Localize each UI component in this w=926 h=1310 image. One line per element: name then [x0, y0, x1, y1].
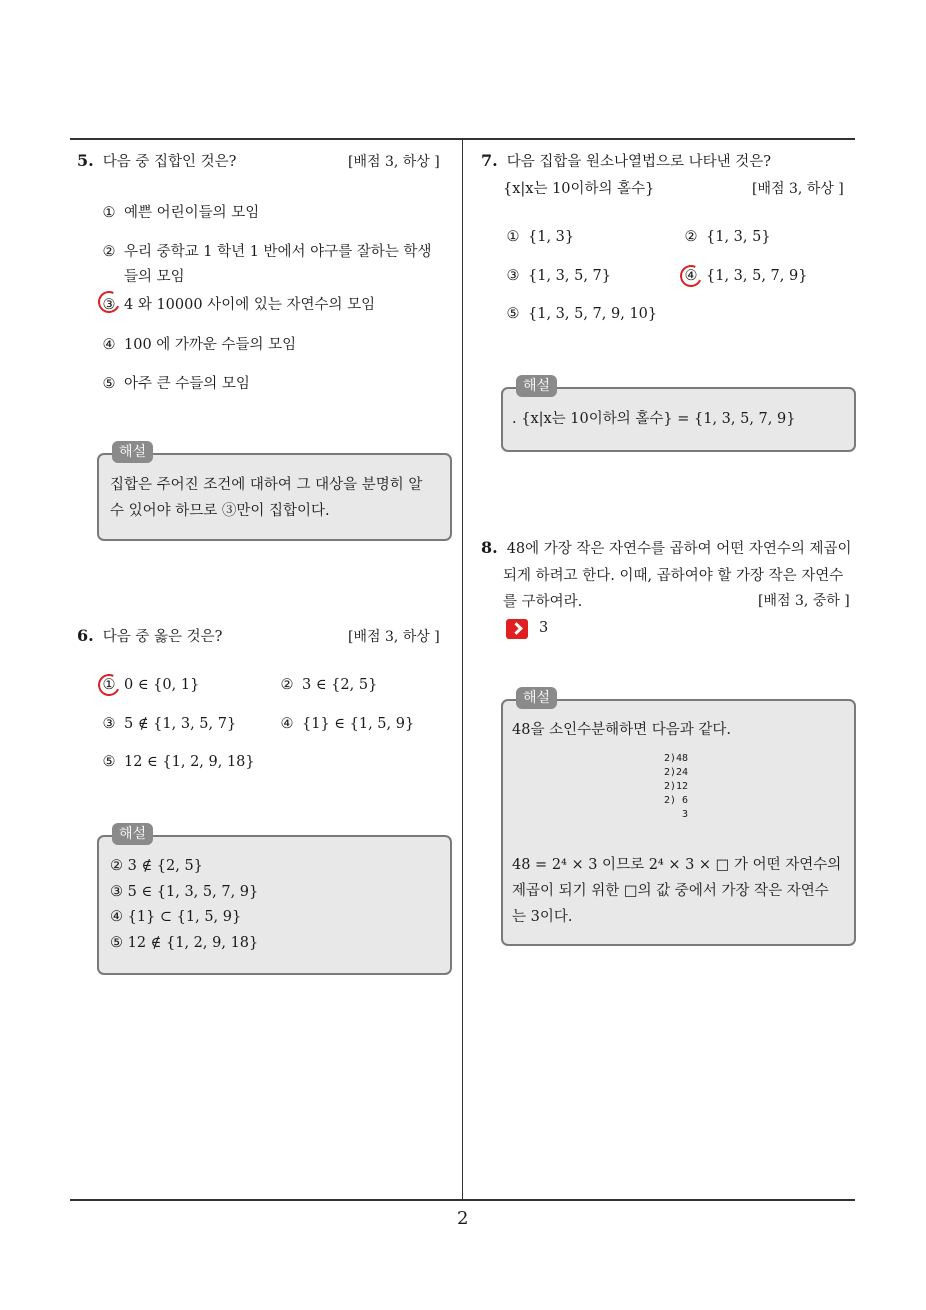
- question-text-line-1: 48에 가장 작은 자연수를 곱하여 어떤 자연수의 제곱이: [506, 541, 852, 557]
- bottom-rule: [70, 1199, 855, 1201]
- choice-mark: ②: [102, 244, 116, 260]
- q7-choice-5[interactable]: [504, 306, 657, 322]
- question-8-header: [481, 537, 852, 558]
- q8-explanation-line-3: 는 3이다.: [512, 909, 573, 925]
- column-divider: [462, 139, 463, 1200]
- q6-choice-3[interactable]: [100, 716, 236, 732]
- choice-mark: ⑤: [102, 754, 116, 770]
- question-text: 다음 집합을 원소나열법으로 나타낸 것은?: [506, 154, 772, 170]
- choice-mark: ③: [102, 297, 116, 313]
- q5-choice-1[interactable]: [100, 201, 259, 222]
- q6-choice-2[interactable]: [278, 677, 377, 693]
- question-7-set: {x|x는 10이하의 홀수}: [503, 181, 655, 197]
- q8-explanation-intro: 48을 소인수분해하면 다음과 같다.: [512, 722, 731, 738]
- question-8-answer: 3: [539, 620, 549, 636]
- explanation-tag: 해설: [516, 687, 557, 709]
- q6-explanation-line-3: ④ {1} ⊂ {1, 5, 9}: [110, 909, 242, 925]
- q5-choice-4[interactable]: [100, 333, 296, 354]
- q6-choice-5[interactable]: [100, 754, 255, 770]
- choice-text: 100 에 가까운 수들의 모임: [124, 337, 297, 353]
- q7-explanation: . {x|x는 10이하의 홀수} = {1, 3, 5, 7, 9}: [512, 411, 796, 427]
- q6-explanation-line-4: ⑤ 12 ∉ {1, 2, 9, 18}: [110, 935, 259, 951]
- q5-choice-5[interactable]: [100, 372, 250, 393]
- q7-choice-3[interactable]: [504, 268, 611, 284]
- choice-mark: ③: [506, 268, 520, 284]
- choice-text: 0 ∈ {0, 1}: [124, 677, 200, 693]
- choice-text: 4 와 10000 사이에 있는 자연수의 모임: [124, 297, 376, 313]
- explanation-tag: 해설: [112, 441, 153, 463]
- choice-text: 5 ∉ {1, 3, 5, 7}: [124, 716, 237, 732]
- question-6-header: [77, 625, 222, 646]
- answer-circle-mark: [677, 262, 705, 290]
- choice-text: {1, 3, 5, 7, 9, 10}: [528, 306, 658, 322]
- answer-circle-mark: [95, 671, 123, 699]
- choice-mark: ①: [102, 205, 116, 221]
- question-8-text-line-3: 를 구하여라.: [503, 594, 583, 610]
- choice-text: {1, 3}: [528, 229, 575, 245]
- choice-mark: ②: [684, 229, 698, 245]
- question-number: 7.: [481, 151, 498, 170]
- question-text: 다음 중 집합인 것은?: [102, 154, 237, 170]
- choice-mark: ⑤: [102, 376, 116, 392]
- choice-text: {1} ∈ {1, 5, 9}: [302, 716, 415, 732]
- question-5-score: [배점 3, 하상 ]: [348, 154, 440, 170]
- question-7-score: [배점 3, 하상 ]: [752, 181, 844, 197]
- choice-text: {1, 3, 5, 7, 9}: [706, 268, 808, 284]
- choice-text: 3 ∈ {2, 5}: [302, 677, 378, 693]
- q5-choice-2[interactable]: [100, 240, 431, 261]
- answer-arrow-icon: [506, 619, 528, 639]
- choice-text: 12 ∈ {1, 2, 9, 18}: [124, 754, 255, 770]
- q6-explanation-line-2: ③ 5 ∈ {1, 3, 5, 7, 9}: [110, 884, 259, 900]
- factorization-line: 2)48: [664, 753, 689, 764]
- choice-mark: ①: [102, 677, 116, 693]
- q5-explanation-line-2: 수 있어야 하므로 ③만이 집합이다.: [110, 503, 330, 519]
- question-5-header: [77, 150, 236, 171]
- q6-choice-4[interactable]: [278, 716, 414, 732]
- factorization-line: 2)12: [664, 781, 689, 792]
- choice-mark: ④: [280, 716, 294, 732]
- explanation-tag: 해설: [516, 375, 557, 397]
- factorization-line: 2)24: [664, 767, 689, 778]
- choice-mark: ②: [280, 677, 294, 693]
- question-number: 6.: [77, 626, 94, 645]
- page-number: 2: [457, 1208, 469, 1229]
- choice-text: 예쁜 어린이들의 모임: [124, 205, 260, 221]
- question-number: 8.: [481, 538, 498, 557]
- choice-text: {1, 3, 5}: [706, 229, 771, 245]
- q5-choice-3[interactable]: [100, 293, 375, 314]
- q8-explanation-line-2: 제곱이 되기 위한 □의 값 중에서 가장 작은 자연수: [512, 883, 829, 899]
- q8-explanation-line-1: 48 = 2⁴ × 3 이므로 2⁴ × 3 × □ 가 어떤 자연수의: [512, 857, 842, 873]
- q7-choice-2[interactable]: [682, 229, 771, 245]
- choice-mark: ⑤: [506, 306, 520, 322]
- explanation-tag: 해설: [112, 823, 153, 845]
- question-text: 다음 중 옳은 것은?: [102, 629, 223, 645]
- choice-mark: ③: [102, 716, 116, 732]
- choice-mark: ①: [506, 229, 520, 245]
- question-6-score: [배점 3, 하상 ]: [348, 629, 440, 645]
- question-8-text-line-2: 되게 하려고 한다. 이때, 곱하여야 할 가장 작은 자연수: [503, 568, 844, 584]
- q5-choice-2-continued: 들의 모임: [124, 269, 185, 285]
- choice-mark: ④: [102, 337, 116, 353]
- question-number: 5.: [77, 151, 94, 170]
- q6-explanation-line-1: ② 3 ∉ {2, 5}: [110, 858, 203, 874]
- factorization-line: 2) 6: [664, 795, 689, 806]
- choice-text: 우리 중학교 1 학년 1 반에서 야구를 잘하는 학생: [124, 244, 432, 260]
- question-8-score: [배점 3, 중하 ]: [758, 593, 850, 609]
- choice-text: 아주 큰 수들의 모임: [124, 376, 250, 392]
- q5-explanation-line-1: 집합은 주어진 조건에 대하여 그 대상을 분명히 알: [110, 477, 423, 493]
- choice-text: {1, 3, 5, 7}: [528, 268, 612, 284]
- choice-mark: ④: [684, 268, 698, 284]
- factorization-line: 3: [664, 809, 689, 820]
- question-7-header: [481, 150, 771, 171]
- q7-choice-1[interactable]: [504, 229, 574, 245]
